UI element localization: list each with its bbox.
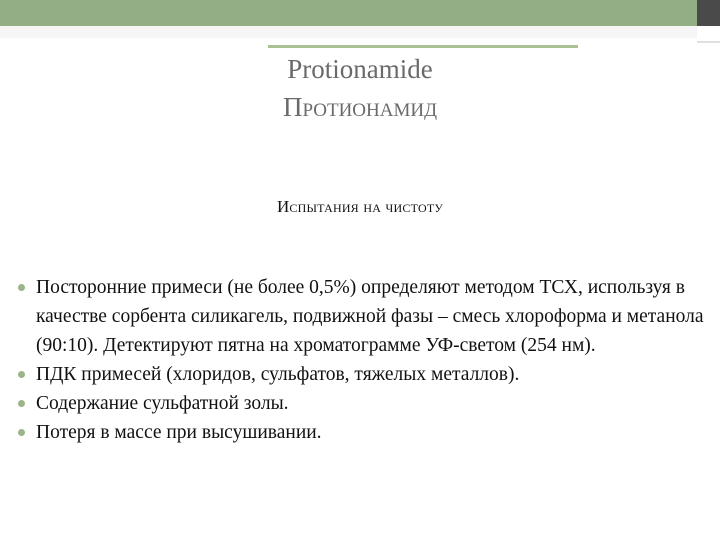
bullet-icon bbox=[18, 284, 25, 291]
top-decorative-band bbox=[0, 0, 697, 26]
bullet-item bbox=[18, 389, 718, 418]
slide-title-english: Protionamide bbox=[287, 54, 433, 84]
bullet-text: Потеря в массе при высушивании. bbox=[36, 422, 322, 443]
bullet-text: Посторонние примеси (не более 0,5%) определяют методом ТСХ, используя в качестве сорбента силикагель, подвижной фазы – смесь хлороформа и метанола (90:10). Детектируют пятна на хроматограмме УФ-светом (254 нм). bbox=[36, 277, 704, 356]
top-corner-block bbox=[697, 0, 720, 26]
bullet-list bbox=[18, 273, 718, 447]
right-strip bbox=[697, 26, 720, 46]
slide-title-russian: Протионамид bbox=[282, 92, 438, 122]
bullet-icon bbox=[18, 371, 25, 378]
bullet-item bbox=[18, 418, 718, 447]
bullet-text: Содержание сульфатной золы. bbox=[36, 393, 289, 414]
top-rule bbox=[0, 26, 697, 38]
bullet-item bbox=[18, 273, 718, 360]
accent-line bbox=[268, 45, 578, 48]
bullet-icon bbox=[18, 429, 25, 436]
bullet-icon bbox=[18, 400, 25, 407]
bullet-item bbox=[18, 360, 718, 389]
right-strip-line bbox=[697, 41, 720, 43]
title-block bbox=[180, 53, 540, 123]
slide-subtitle: Испытания на чистоту bbox=[276, 197, 444, 216]
bullet-text: ПДК примесей (хлоридов, сульфатов, тяжелых металлов). bbox=[36, 364, 520, 385]
